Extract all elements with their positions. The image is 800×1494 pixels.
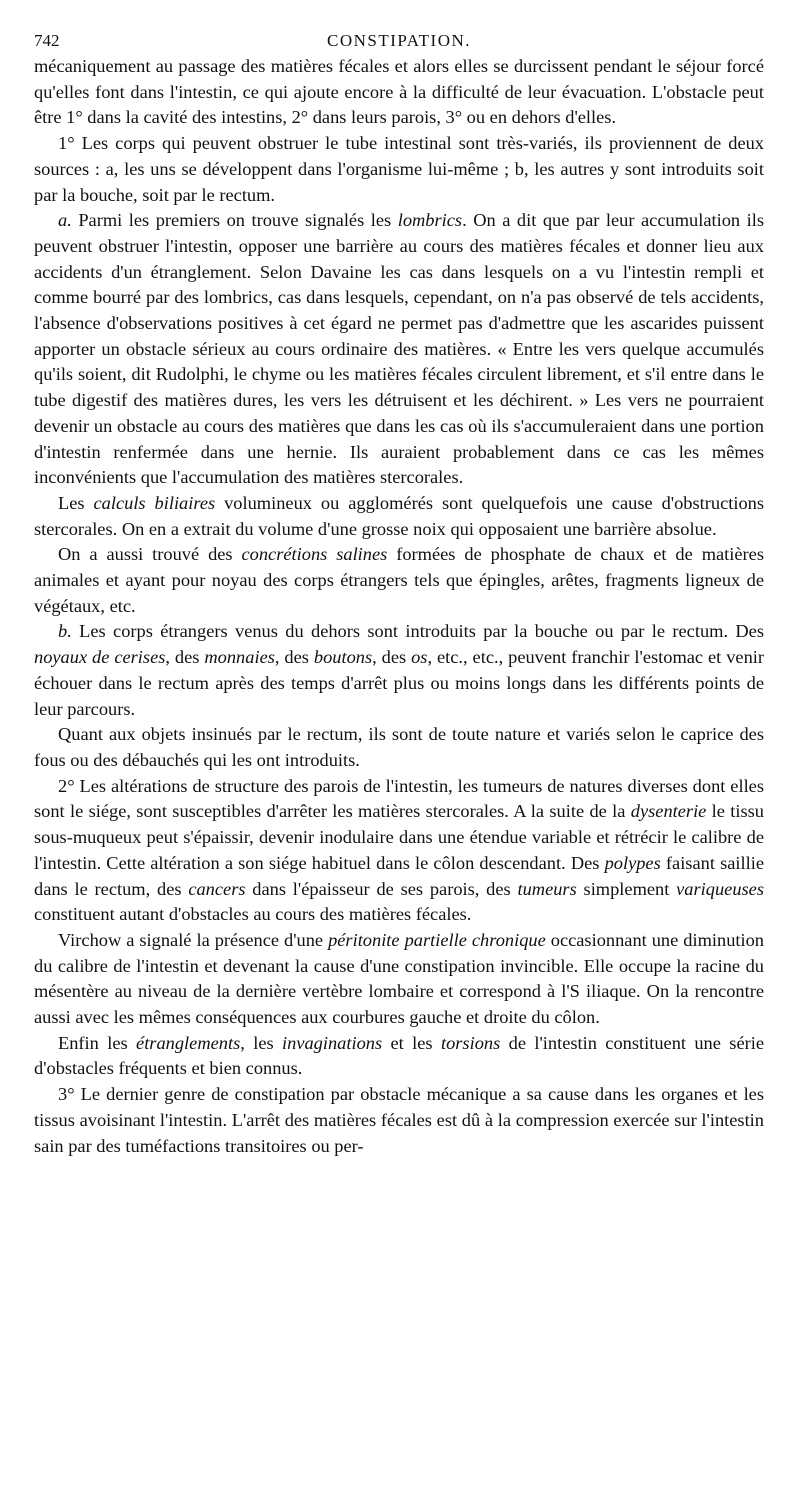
text-segment: , des xyxy=(372,647,412,668)
italic-term: invaginations xyxy=(282,1032,383,1053)
text-segment: et les xyxy=(382,1032,441,1053)
text-segment: dans l'épaisseur de ses parois, des xyxy=(245,878,518,899)
paragraph-concretions xyxy=(34,542,764,619)
paragraph-corps-etrangers xyxy=(34,619,764,722)
text-segment: 2° Les altérations de structure des parois de l'intestin, les tumeurs de natures diverses dont elles sont le siége, sont susceptibles d'arrêter les matières stercorales. A la suite de la xyxy=(34,775,764,822)
text-segment: , les xyxy=(240,1032,283,1053)
text-segment: le tissu sous-muqueux peut s'épaissir, devenir inodulaire dans une étendue variable et rétrécir le calibre de l'intestin. Cette altération a son siége habituel dans le côlon descendant. Des xyxy=(34,801,765,873)
section-letter-a: a. xyxy=(58,210,72,231)
italic-term: étranglements xyxy=(136,1032,241,1053)
paragraph-lombrics xyxy=(34,208,764,491)
text-segment: Les corps étrangers venus du dehors sont introduits par la bouche ou par le rectum. Des xyxy=(71,621,764,642)
text-segment: constituent autant d'obstacles au cours des matières fécales. xyxy=(34,904,472,925)
paragraph-alterations xyxy=(34,774,764,928)
paragraph-etranglements xyxy=(34,1031,764,1082)
text-segment: de l'intestin constituent une série d'obstacles fréquents et bien connus. xyxy=(34,1032,765,1079)
paragraph-continuation: mécaniquement au passage des matières fécales et alors elles se durcissent pendant le séjour forcé qu'elles font dans l'intestin, ce qui ajoute encore à la difficulté de leur évacuation. L'obstacle peut être 1° dans la cavité des intestins, 2° dans leurs parois, 3° ou en dehors d'elles. xyxy=(34,56,764,128)
page-number: 742 xyxy=(34,31,60,50)
section-letter-b: b. xyxy=(58,621,72,642)
text-segment: formées de phosphate de chaux et de matières animales et ayant pour noyau des corps étrangers tels que épingles, arêtes, fragments ligneux de végétaux, etc. xyxy=(34,544,764,616)
italic-term: calculs biliaires xyxy=(93,492,216,513)
italic-term: noyaux de cerises xyxy=(34,647,166,668)
text-segment: Parmi les premiers on trouve signalés les xyxy=(71,210,398,231)
paragraph-intestinal-bodies: 1° Les corps qui peuvent obstruer le tube intestinal sont très-variés, ils proviennent de deux sources : a, les uns se développent dans l'organisme lui-même ; b, les autres y sont introduits soit par la bouche, soit par le rectum. xyxy=(34,133,764,205)
italic-term: dysenterie xyxy=(630,801,707,822)
paragraph-virchow xyxy=(34,928,764,1031)
italic-term: monnaies xyxy=(204,647,275,668)
text-segment: Les xyxy=(58,492,94,513)
italic-term: os xyxy=(411,647,428,668)
text-segment: simplement xyxy=(576,878,677,899)
paragraph-calculs-biliaires xyxy=(34,491,764,542)
italic-term: torsions xyxy=(440,1032,501,1053)
running-title: CONSTIPATION. xyxy=(326,31,472,50)
paragraph-objets-insinues: Quant aux objets insinués par le rectum, ils sont de toute nature et variés selon le caprice des fous ou des débauchés qui les ont introduits. xyxy=(34,724,764,770)
italic-term: lombrics xyxy=(397,210,463,231)
text-segment: . On a dit que par leur accumulation ils peuvent obstruer l'intestin, opposer une barrière au cours des matières fécales et donner lieu aux accidents d'un étranglement. Selon Davaine les cas dans lesquels on a vu l'intestin rempli et comme bourré par des lombrics, cas dans lesquels, cependant, on n'a pas observé de tels accidents, l'absence d'observations positives à cet égard ne permet pas d'admettre que les ascarides puissent apporter un obstacle sérieux au cours ordinaire des matières. « Entre les vers quelque accumulés qu'ils soient, dit Rudolphi, le chyme ou les matières fécales circulent librement, et s'il entre dans le tube digestif des matières dures, les vers les détruisent et les déchirent. » Les vers ne pourraient devenir un obstacle au cours des matières que dans les cas où ils s'accumuleraient dans une portion d'intestin renfermée dans une hernie. Ils auraient probablement dans ce cas les mêmes inconvénients que l'accumulation des matières stercorales. xyxy=(34,210,764,488)
text-segment: , des xyxy=(274,647,314,668)
text-segment: On a aussi trouvé des xyxy=(58,544,242,565)
italic-term: polypes xyxy=(604,852,661,873)
italic-term: boutons xyxy=(313,647,373,668)
text-segment: occasionnant une diminution du calibre de l'intestin et devenant la cause d'une constipation invincible. Elle occupe la racine du mésentère au niveau de la dernière vertèbre lombaire et correspond à l'S iliaque. On la rencontre aussi avec les mêmes conséquences aux courbures gauche et droite du côlon. xyxy=(34,929,764,1028)
italic-term: variqueuses xyxy=(676,878,764,899)
italic-term: concrétions salines xyxy=(241,544,388,565)
text-segment: volumineux ou agglomérés sont quelquefois une cause d'obstructions stercorales. On en a extrait du volume d'une grosse noix qui opposaient une barrière absolue. xyxy=(34,492,765,539)
paragraph-dernier-genre: 3° Le dernier genre de constipation par obstacle mécanique a sa cause dans les organes et les tissus avoisinant l'intestin. L'arrêt des matières fécales est dû à la compression exercée sur l'intestin sain par des tuméfactions transitoires ou per- xyxy=(34,1084,764,1156)
text-segment: , etc., etc., peuvent franchir l'estomac et venir échouer dans le rectum après des temps d'arrêt plus ou moins longs dans les différents points de leur parcours. xyxy=(34,647,765,719)
book-page xyxy=(34,28,764,1159)
running-head xyxy=(34,28,764,54)
text-segment: , des xyxy=(165,647,205,668)
text-segment: Virchow a signalé la présence d'une xyxy=(58,929,329,950)
text-segment: faisant saillie dans le rectum, des xyxy=(34,852,764,899)
italic-term: péritonite partielle chronique xyxy=(328,929,546,950)
italic-term: tumeurs xyxy=(517,878,577,899)
italic-term: cancers xyxy=(188,878,246,899)
text-segment: Enfin les xyxy=(58,1032,137,1053)
